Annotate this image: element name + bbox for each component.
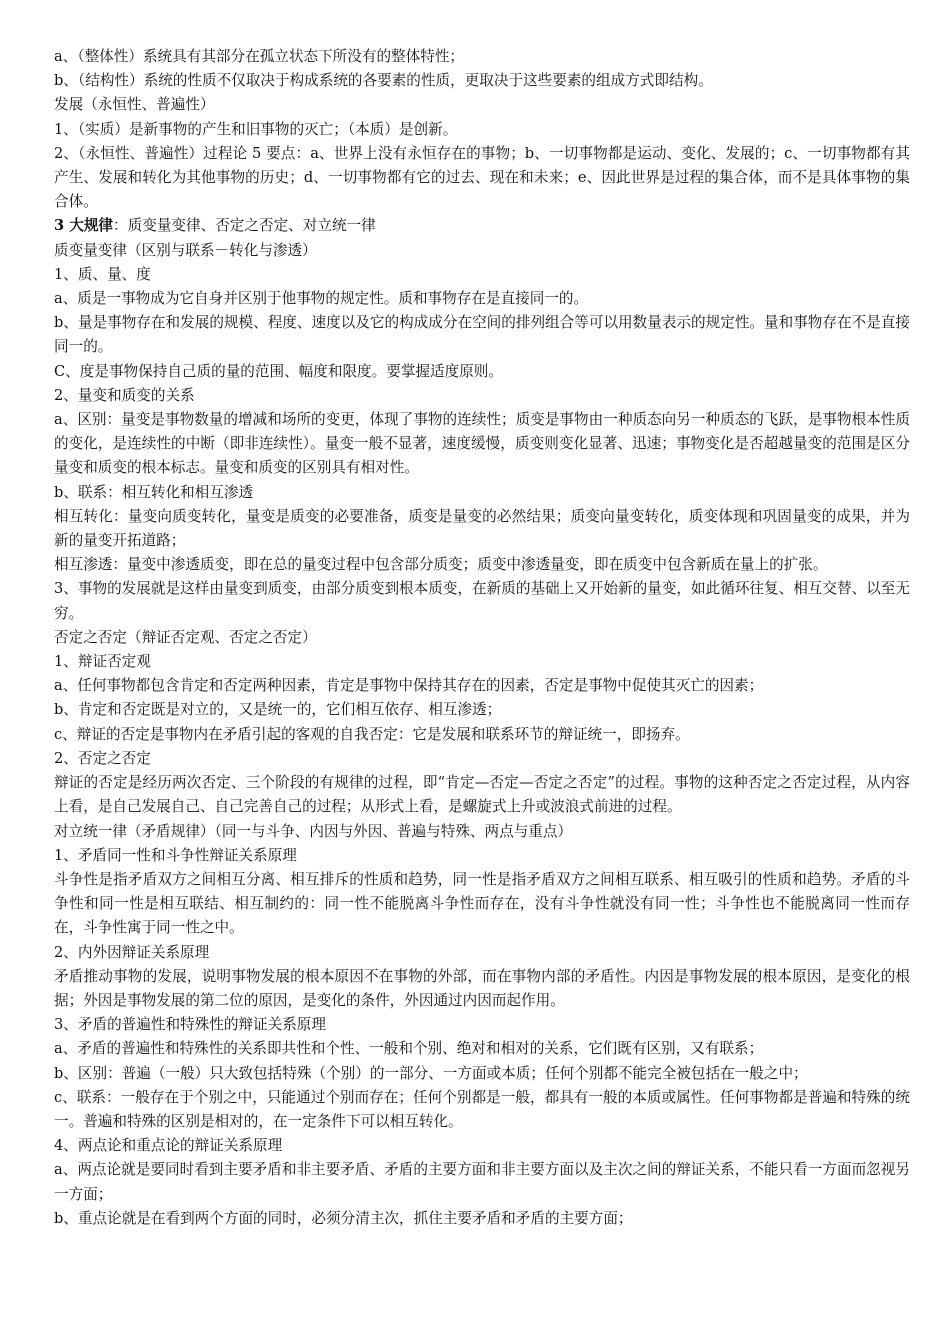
subsection-heading: 1、质、量、度 — [54, 265, 151, 283]
text-line: a、矛盾的普遍性和特殊性的关系即共性和个性、一般和个别、绝对和相对的关系，它们既有区别，又有联系； — [54, 1040, 764, 1058]
text-line: b、（结构性）系统的性质不仅取决于构成系统的各要素的性质，更取决于这些要素的组成方式即结构。 — [54, 72, 713, 90]
text-line: a、（整体性）系统具有其部分在孤立状态下所没有的整体特性； — [54, 48, 465, 65]
text-paragraph: 相互转化：量变向质变转化，量变是质变的必要准备，质变是量变的必然结果；质变向量变转化，质变体现和巩固量变的成果，并为新的量变开拓道路； — [54, 507, 910, 550]
laws-heading — [54, 214, 910, 238]
subsection-heading: 3、矛盾的普遍性和特殊性的辩证关系原理 — [54, 1016, 326, 1034]
text-line: b、重点论就是在看到两个方面的同时，必须分清主次，抓住主要矛盾和矛盾的主要方面； — [54, 1209, 633, 1227]
text-line: a、任何事物都包含肯定和否定两种因素，肯定是事物中保持其存在的因素，否定是事物中促使其灭亡的因素； — [54, 677, 764, 695]
text-line: b、区别：普遍（一般）只大致包括特殊（个别）的一部分、一方面或本质；任何个别都不能完全被包括在一般之中； — [54, 1064, 808, 1082]
text-paragraph: 斗争性是指矛盾双方之间相互分离、相互排斥的性质和趋势，同一性是指矛盾双方之间相互联系、相互吸引的性质和趋势。矛盾的斗争性和同一性是相互联结、相互制约的：同一性不能脱离斗争性而存在，没有斗争性就没有同一性；斗争性也不能脱离同一性而存在，斗争性寓于同一性之中。 — [54, 870, 910, 937]
text-line: b、联系：相互转化和相互渗透 — [54, 483, 254, 501]
text-paragraph: a、两点论就是要同时看到主要矛盾和非主要矛盾、矛盾的主要方面和非主要方面以及主次之间的辩证关系，不能只看一方面而忽视另一方面； — [54, 1161, 910, 1203]
section-heading: 否定之否定（辩证否定观、否定之否定） — [54, 628, 317, 646]
text-paragraph: b、量是事物存在和发展的规模、程度、速度以及它的构成成分在空间的排列组合等可以用数量表示的规定性。量和事物存在不是直接同一的。 — [54, 314, 910, 356]
subsection-heading: 1、矛盾同一性和斗争性辩证关系原理 — [54, 846, 297, 864]
subsection-heading: 2、内外因辩证关系原理 — [54, 943, 210, 961]
text-line: C、度是事物保持自己质的量的范围、幅度和限度。要掌握适度原则。 — [54, 362, 503, 380]
text-paragraph: 2、（永恒性、普遍性）过程论 5 要点：a、世界上没有永恒存在的事物；b、一切事物都是运动、变化、发展的；c、一切事物都有其产生、发展和转化为其他事物的历史；d、一切事物都有它的过去、现在和未来；e、因此世界是过程的集合体，而不是具体事物的集合体。 — [54, 144, 910, 211]
laws-heading-lead: 3 大规律 — [54, 217, 114, 235]
text-paragraph: 3、事物的发展就是这样由量变到质变，由部分质变到根本质变，在新质的基础上又开始新的量变，如此循环往复、相互交替、以至无穷。 — [54, 580, 910, 622]
text-line: c、辩证的否定是事物内在矛盾引起的客观的自我否定：它是发展和联系环节的辩证统一，即扬弃。 — [54, 725, 690, 743]
section-heading: 质变量变律（区别与联系－转化与渗透） — [54, 241, 317, 259]
text-paragraph: a、区别：量变是事物数量的增减和场所的变更，体现了事物的连续性；质变是事物由一种质态向另一种质态的飞跃，是事物根本性质的变化，是连续性的中断（即非连续性）。量变一般不显著，速度缓慢，质变则变化显著、迅速；事物变化是否超越量变的范围是区分量变和质变的根本标志。量变和质变的区别具有相对性。 — [54, 411, 910, 477]
subsection-heading: 2、否定之否定 — [54, 749, 151, 767]
section-heading: 发展（永恒性、普遍性） — [54, 96, 215, 114]
subsection-heading: 1、辩证否定观 — [54, 653, 151, 671]
text-paragraph: 辩证的否定是经历两次否定、三个阶段的有规律的过程，即“肯定—否定—否定之否定”的过程。事物的这种否定之否定过程，从内容上看，是自己发展自己、自己完善自己的过程；从形式上看，是螺旋式上升或波浪式前进的过程。 — [54, 774, 910, 816]
document-page — [54, 45, 910, 1231]
subsection-heading: 4、两点论和重点论的辩证关系原理 — [54, 1137, 283, 1155]
text-paragraph: 相互渗透：量变中渗透质变，即在总的量变过程中包含部分质变；质变中渗透量变，即在质变中包含新质在量上的扩张。 — [54, 556, 828, 574]
section-heading: 对立统一律（矛盾规律）（同一与斗争、内因与外因、普遍与特殊、两点与重点） — [54, 822, 573, 840]
text-line: b、肯定和否定既是对立的，又是统一的，它们相互依存、相互渗透； — [54, 701, 502, 719]
laws-heading-rest: ：质变量变律、否定之否定、对立统一律 — [113, 217, 376, 235]
text-paragraph: 矛盾推动事物的发展，说明事物发展的根本原因不在事物的外部，而在事物内部的矛盾性。内因是事物发展的根本原因，是变化的根据；外因是事物发展的第二位的原因，是变化的条件，外因通过内因而起作用。 — [54, 967, 910, 1009]
text-line: 1、（实质）是新事物的产生和旧事物的灭亡；（本质）是创新。 — [54, 120, 458, 138]
text-paragraph: c、联系：一般存在于个别之中，只能通过个别而存在；任何个别都是一般，都具有一般的本质或属性。任何事物都是普遍和特殊的统一。普遍和特殊的区别是相对的，在一定条件下可以相互转化。 — [54, 1088, 910, 1130]
subsection-heading: 2、量变和质变的关系 — [54, 386, 195, 404]
text-line: a、质是一事物成为它自身并区别于他事物的规定性。质和事物存在是直接同一的。 — [54, 290, 589, 308]
